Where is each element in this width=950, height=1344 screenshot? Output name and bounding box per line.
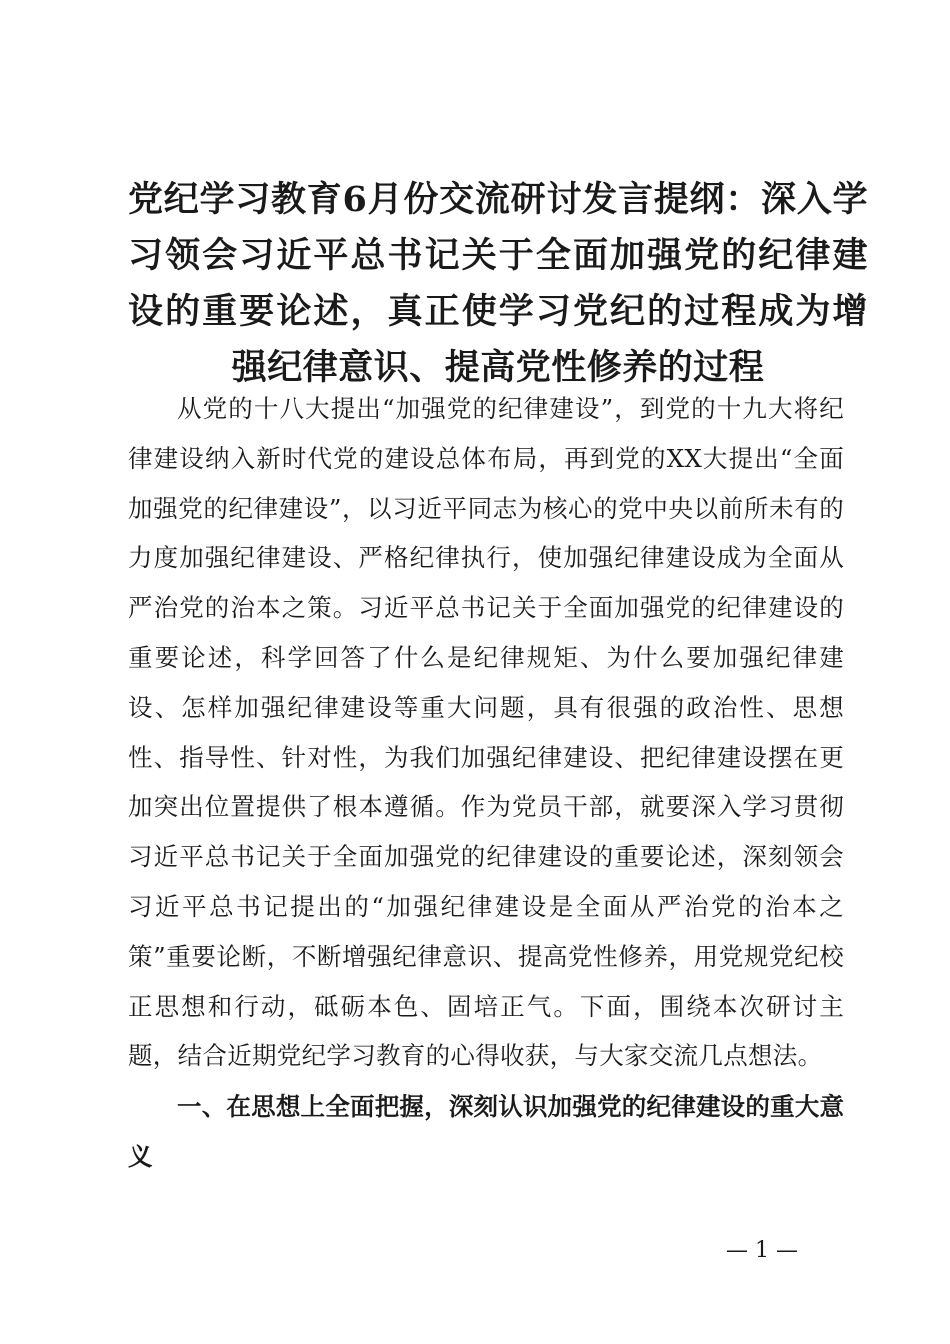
intro-paragraph: 从党的十八大提出“加强党的纪律建设”，到党的十九大将纪律建设纳入新时代党的建设总体布局，再到党的XX大提出“全面加强党的纪律建设”，以习近平同志为核心的党中央以前所未有的力度加强纪律建设、严格纪律执行，使加强纪律建设成为全面从严治党的治本之策。习近平总书记关于全面加强党的纪律建设的重要论述，科学回答了什么是纪律规矩、为什么要加强纪律建设、怎样加强纪律建设等重大问题，具有很强的政治性、思想性、指导性、针对性，为我们加强纪律建设、把纪律建设摆在更加突出位置提供了根本遵循。作为党员干部，就要深入学习贯彻习近平总书记关于全面加强党的纪律建设的重要论述，深刻领会习近平总书记提出的“加强纪律建设是全面从严治党的治本之策”重要论断，不断增强纪律意识、提高党性修养，用党规党纪校正思想和行动，砥砺本色、固培正气。下面，围绕本次研讨主题，结合近期党纪学习教育的心得收获，与大家交流几点想法。 (128, 394, 844, 1071)
section-heading: 一、在思想上全面把握，深刻认识加强党的纪律建设的重大意义 (128, 1092, 844, 1171)
document-title: 党纪学习教育6月份交流研讨发言提纲：深入学习领会习近平总书记关于全面加强党的纪律建设的重要论述，真正使学习党纪的过程成为增强纪律意识、提高党性修养的过程 (128, 179, 868, 388)
page-number: — 1 — (726, 1238, 798, 1263)
